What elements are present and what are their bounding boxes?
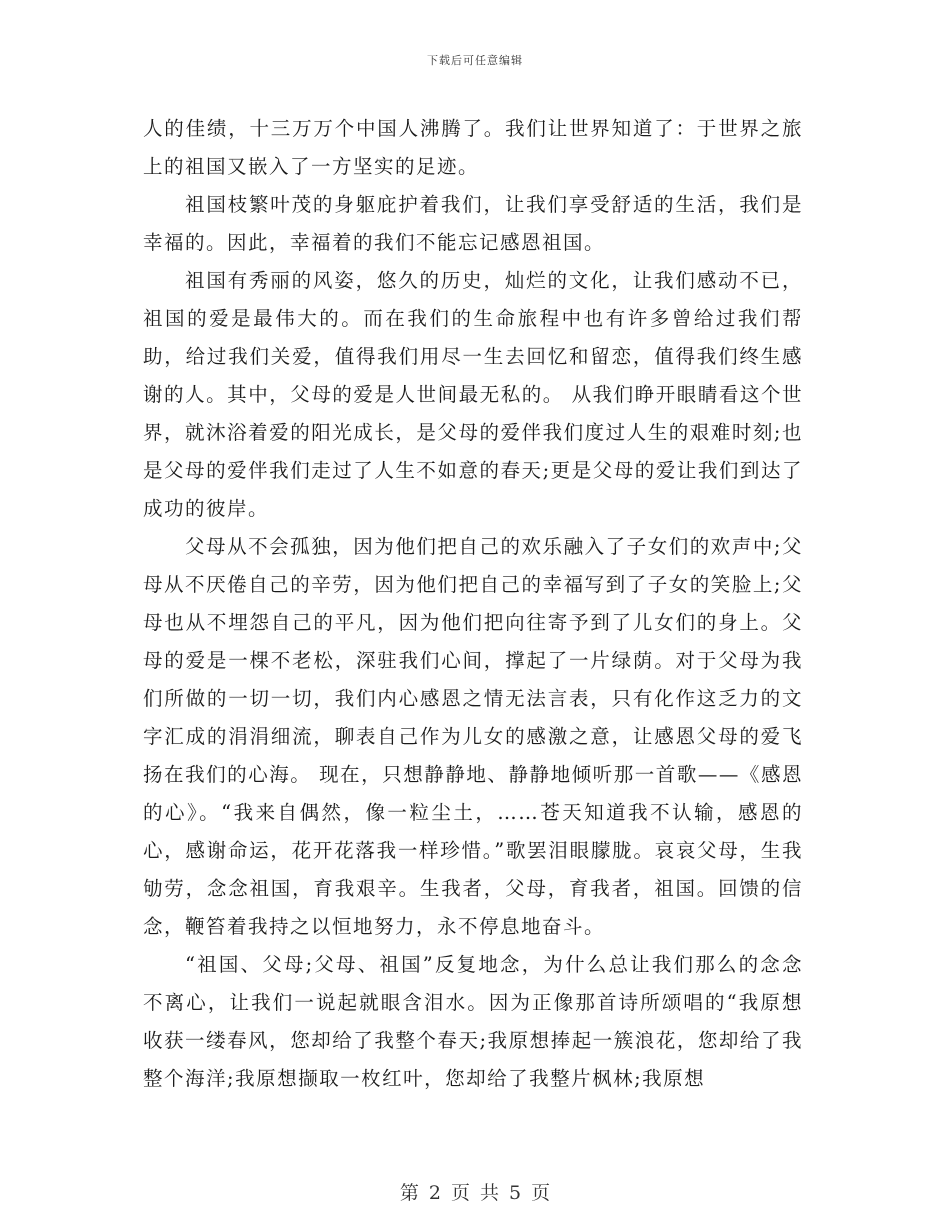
paragraph-4: 父母从不会孤独，因为他们把自己的欢乐融入了子女们的欢声中;父母从不厌倦自己的辛劳，因为他们把自己的幸福写到了子女的笑脸上;父母也从不埋怨自己的平凡，因为他们把向往寄予到了儿女们的身上。父母的爱是一棵不老松，深驻我们心间，撑起了一片绿荫。对于父母为我们所做的一切一切，我们内心感恩之情无法言表，只有化作这乏力的文字汇成的涓涓细流，聊表自己作为儿女的感激之意，让感恩父母的爱飞扬在我们的心海。 现在，只想静静地、静静地倾听那一首歌——《感恩的心》。“我来自偶然，像一粒尘土，……苍天知道我不认输，感恩的心，感谢命运，花开花落我一样珍惜。”歌罢泪眼朦胧。哀哀父母，生我劬劳，念念祖国，育我艰辛。生我者，父母，育我者，祖国。回馈的信念，鞭笞着我持之以恒地努力，永不停息地奋斗。 <box>143 535 803 938</box>
paragraph-5: “祖国、父母;父母、祖国”反复地念，为什么总让我们那么的念念不离心，让我们一说起就眼含泪水。因为正像那首诗所颂唱的“我原想收获一缕春风，您却给了我整个春天;我原想捧起一簇浪花，您却给了我整个海洋;我原想撷取一枚红叶，您却给了我整片枫林;我原想 <box>143 953 803 1090</box>
page-header: 下载后可任意编辑 <box>427 54 523 67</box>
paragraph-3: 祖国有秀丽的风姿，悠久的历史，灿烂的文化，让我们感动不已，祖国的爱是最伟大的。而在我们的生命旅程中也有许多曾给过我们帮助，给过我们关爱，值得我们用尽一生去回忆和留恋，值得我们终生感谢的人。其中，父母的爱是人世间最无私的。 从我们睁开眼睛看这个世界，就沐浴着爱的阳光成长，是父母的爱伴我们度过人生的艰难时刻;也是父母的爱伴我们走过了人生不如意的春天;更是父母的爱让我们到达了成功的彼岸。 <box>143 269 803 520</box>
document-body <box>143 110 803 1098</box>
paragraph-1: 人的佳绩，十三万万个中国人沸腾了。我们让世界知道了：于世界之旅上的祖国又嵌入了一方坚实的足迹。 <box>143 117 803 178</box>
page-number-footer: 第 2 页 共 5 页 <box>399 1182 551 1204</box>
paragraph-2: 祖国枝繁叶茂的身躯庇护着我们，让我们享受舒适的生活，我们是幸福的。因此，幸福着的我们不能忘记感恩祖国。 <box>143 193 803 254</box>
